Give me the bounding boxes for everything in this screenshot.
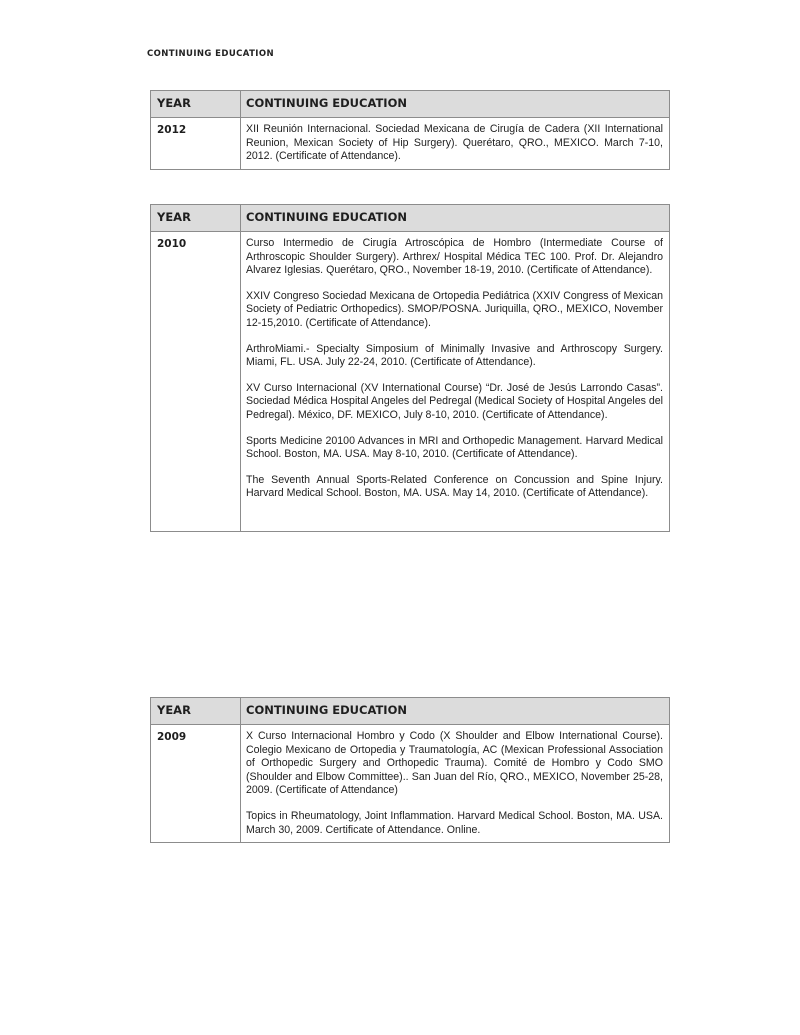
education-table-2012 <box>150 90 670 170</box>
education-entry: The Seventh Annual Sports-Related Conference on Concussion and Spine Injury. Harvard Medical School. Boston, MA. USA. May 14, 2010. (Certificate of Attendance). <box>246 473 663 500</box>
table-row <box>151 232 670 532</box>
education-entry: Sports Medicine 20100 Advances in MRI and Orthopedic Management. Harvard Medical School. Boston, MA. USA. May 8-10, 2010. (Certificate of Attendance). <box>246 434 663 461</box>
education-entry: XII Reunión Internacional. Sociedad Mexicana de Cirugía de Cadera (XII International Reunion, Mexican Society of Hip Surgery). Querétaro, QRO., MEXICO. March 7-10, 2012. (Certificate of Attendance). <box>246 123 663 163</box>
year-cell: 2009 <box>151 725 241 843</box>
education-column-header: CONTINUING EDUCATION <box>241 698 670 725</box>
year-column-header: YEAR <box>151 698 241 725</box>
table-row <box>151 118 670 170</box>
education-entry: ArthroMiami.- Specialty Simposium of Minimally Invasive and Arthroscopy Surgery. Miami, FL. USA. July 22-24, 2010. (Certificate of Attendance). <box>246 342 663 369</box>
year-cell: 2012 <box>151 118 241 170</box>
year-column-header: YEAR <box>151 205 241 232</box>
table-header-row <box>151 91 670 118</box>
education-entry: Topics in Rheumatology, Joint Inflammation. Harvard Medical School. Boston, MA. USA. March 30, 2009. Certificate of Attendance. Online. <box>246 809 663 836</box>
education-entry: X Curso Internacional Hombro y Codo (X Shoulder and Elbow International Course). Colegio Mexicano de Ortopedia y Traumatología, AC (Mexican Professional Association of Orthopedic Surgery and Orthopedic Trauma). Comité de Hombro y Codo SMO (Shoulder and Elbow Committee).. San Juan del Río, QRO., MEXICO, November 25-28, 2009. (Certificate of Attendance) <box>246 730 663 797</box>
education-table-2009 <box>150 697 670 843</box>
table-header-row <box>151 205 670 232</box>
education-column-header: CONTINUING EDUCATION <box>241 205 670 232</box>
table-header-row <box>151 698 670 725</box>
education-entry: Curso Intermedio de Cirugía Artroscópica de Hombro (Intermediate Course of Arthroscopic Shoulder Surgery). Arthrex/ Hospital Médica TEC 100. Prof. Dr. Alejandro Alvarez Iglesias. Querétaro, QRO., November 18-19, 2010. (Certificate of Attendance). <box>246 237 663 277</box>
education-entry: XV Curso Internacional (XV International Course) “Dr. José de Jesús Larrondo Casas”. Sociedad Médica Hospital Angeles del Pedregal (Medical Society of Hospital Angeles del Pedregal). México, DF. MEXICO, July 8-10, 2010. (Certificate of Attendance). <box>246 381 663 421</box>
year-column-header: YEAR <box>151 91 241 118</box>
entries-cell <box>241 232 670 532</box>
education-table-2010 <box>150 204 670 532</box>
page-heading: CONTINUING EDUCATION <box>147 49 274 59</box>
entries-cell <box>241 725 670 843</box>
entries-cell <box>241 118 670 170</box>
table-row <box>151 725 670 843</box>
year-cell: 2010 <box>151 232 241 532</box>
education-column-header: CONTINUING EDUCATION <box>241 91 670 118</box>
education-entry: XXIV Congreso Sociedad Mexicana de Ortopedia Pediátrica (XXIV Congress of Mexican Society of Pediatric Orthopedics). SMOP/POSNA. Juriquilla, QRO., MEXICO, November 12-15,2010. (Certificate of Attendance). <box>246 289 663 329</box>
